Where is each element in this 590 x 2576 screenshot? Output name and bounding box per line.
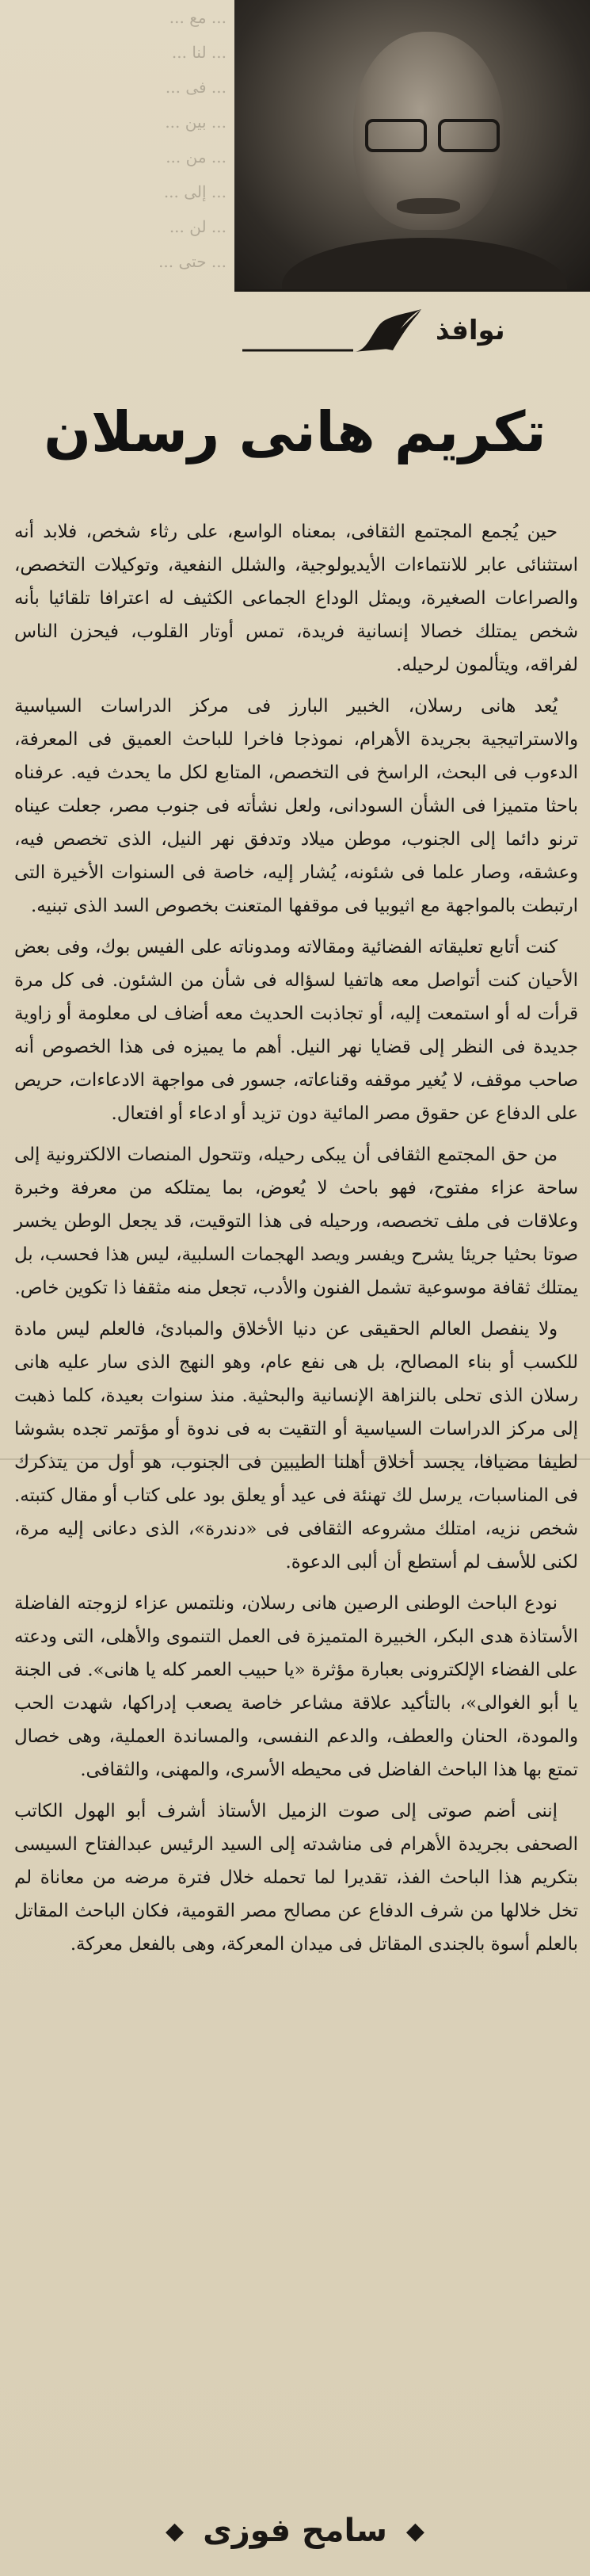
bleed-line: ... حتى ... bbox=[158, 252, 226, 271]
photo-glasses bbox=[365, 119, 500, 147]
byline bbox=[0, 2495, 590, 2566]
photo-shoulders bbox=[282, 238, 567, 292]
bleed-line: ... من ... bbox=[166, 147, 226, 166]
headline: تكريم هانى رسلان bbox=[44, 399, 546, 464]
article-paragraph: حين يُجمع المجتمع الثقافى، بمعناه الواسع، على رثاء شخص، فلابد أنه استثنائى عابر للانتماءات الأيديولوجية، والشلل النفعية، وتوكيلات التخصص، والصراعات الصغيرة، ويمثل الوداع الجماعى الكثيف له اعترافا تلقائيا بأنه شخص يمتلك خصالا إنسانية فريدة، تمس أوتار القلوب، فيحزن الناس لفراقه، ويتألمون لرحيله. bbox=[14, 522, 578, 675]
article-paragraph: نودع الباحث الوطنى الرصين هانى رسلان، ونلتمس عزاء لزوجته الفاضلة الأستاذة هدى البكر، الخبيرة المتميزة فى العمل التنموى والأهلى، التى ودعته على الفضاء الإلكترونى بعبارة مؤثرة «يا حبيب العمر كله يا هانى». فى الجنة يا أبو الغوالى»، بالتأكيد علاقة مشاعر خاصة يصعب إدراكها، شهدت الحب والمودة، الحنان والعطف، والدعم النفسى، والمساندة العملية، وهى خصال تمتع بها هذا الباحث الفاضل فى محيطه الأسرى، والمهنى، والثقافى. bbox=[14, 1593, 578, 1780]
article-paragraph: كنت أتابع تعليقاته الفضائية ومقالاته ومدوناته على الفيس بوك، وفى بعض الأحيان كنت أتواصل معه هاتفيا لسؤاله فى شأن من الشئون. فى كل مرة قرأت له أو استمعت إليه، أو تجاذبت الحديث معه أضاف لى معلومة أو زاوية جديدة فى النظر إلى قضايا نهر النيل. أهم ما يميزه فى هذا الخصوص أنه صاحب موقف، لا يُغير موقفه وقناعاته، جسور فى مواجهة الادعاءات، حريص على الدفاع عن حقوق مصر المائية دون تزيد أو ادعاء أو افتعال. bbox=[14, 937, 578, 1124]
author-photo bbox=[234, 0, 590, 292]
swoosh-logo-icon bbox=[234, 303, 424, 358]
bleed-line: ... إلى ... bbox=[163, 182, 226, 201]
author-name: سامح فوزى bbox=[203, 2513, 387, 2549]
bleed-line: ... بين ... bbox=[165, 113, 226, 132]
bleed-line: ... فى ... bbox=[165, 78, 226, 97]
article-paragraph: يُعد هانى رسلان، الخبير البارز فى مركز الدراسات السياسية والاستراتيجية بجريدة الأهرام، نموذجا فاخرا للباحث العميق فى المعرفة، الدءوب فى البحث، الراسخ فى التخصص، المتابع لكل ما يحدث فيه. عرفناه باحثا متميزا فى الشأن السودانى، ولعل نشأته فى جنوب مصر، جعلت عيناه ترنو دائما إلى الجنوب، موطن ميلاد وتدفق نهر النيل، الذى تخصص فيه، وعشقه، وصار علما فى شئونه، يُشار إليه، خاصة فى السنوات الأخيرة التى ارتبطت بالمواجهة مع اثيوبيا فى موقفها المتعنت بخصوص السد الذى تبنيه. bbox=[14, 696, 578, 916]
bleed-line: ... لن ... bbox=[169, 217, 226, 236]
article-paragraph: من حق المجتمع الثقافى أن يبكى رحيله، وتتحول المنصات الالكترونية إلى ساحة عزاء مفتوح، فهو باحث لا يُعوض، بما يمتلكه من معرفة وخبرة وعلاقات فى ملف تخصصه، ورحيله فى هذا التوقيت، قد يجعل الوطن يخسر صوتا بحثيا جريئا يشرح ويفسر ويصد الهجمات السلبية، ليس هذا فحسب، بل يمتلك ثقافة موسوعية تشمل الفنون والأدب، تجعل منه مثقفا ذا تكوين خاص. bbox=[14, 1145, 578, 1298]
photo-mouth bbox=[397, 198, 460, 214]
bleed-line: ... مع ... bbox=[169, 8, 226, 27]
article-paragraph: ولا ينفصل العالم الحقيقى عن دنيا الأخلاق والمبادئ، فالعلم ليس مادة للكسب أو بناء المصالح، بل هى نفع عام، وهو النهج الذى سار عليه هانى رسلان الذى تحلى بالنزاهة الإنسانية والبحثية. منذ سنوات بعيدة، كلما ذهبت إلى مركز الدراسات السياسية أو التقيت به فى ندوة أو مؤتمر تجده بشوشا لطيفا مضيافا، يجسد أخلاق أهلنا الطيبين فى الجنوب، هو أول من يتذكرك فى المناسبات، يرسل لك تهنئة فى عيد أو يعلق بود على كتاب أو مقال كتبته. شخص نزيه، امتلك مشروعه الثقافى فى «دندرة»، الذى دعانى إليه مرة، لكنى للأسف لم أستطع أن ألبى الدعوة. bbox=[14, 1319, 578, 1573]
bleed-line: ... لنا ... bbox=[171, 43, 226, 62]
column-label-text: نوافذ bbox=[436, 315, 505, 346]
diamond-icon: ◆ bbox=[166, 2517, 185, 2545]
adjacent-column-bleed bbox=[0, 0, 231, 317]
column-label bbox=[234, 295, 590, 366]
article-paragraph: إننى أضم صوتى إلى صوت الزميل الأستاذ أشرف أبو الهول الكاتب الصحفى بجريدة الأهرام فى مناشدته إلى السيد الرئيس عبدالفتاح السيسى بتكريم هذا الباحث الفذ، تقديرا لما تحمله خلال فترة مرضه من معاناة لم تخل خلالها من شرف الدفاع عن مصالح مصر القومية، فكان الباحث المقاتل بالعلم أسوة بالجندى المقاتل فى ميدان المعركة، وهى بالفعل معركة. bbox=[14, 1801, 578, 1955]
article-body bbox=[14, 515, 578, 2473]
diamond-icon: ◆ bbox=[405, 2517, 424, 2545]
